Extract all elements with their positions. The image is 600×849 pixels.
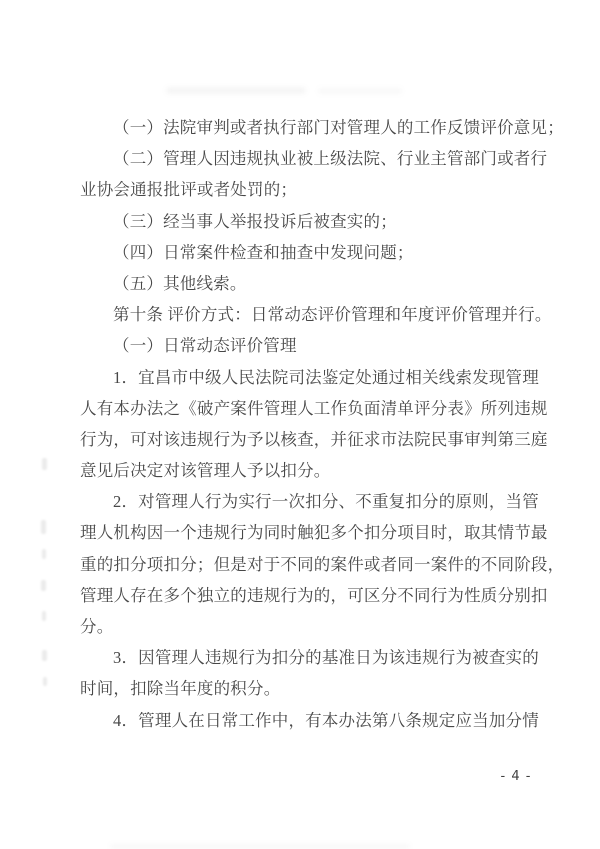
document-line: 重的扣分项扣分；但是对于不同的案件或者同一案件的不同阶段，: [80, 554, 565, 574]
page-number: - 4 -: [500, 769, 532, 784]
scan-speck: [42, 549, 46, 559]
document-line: 管理人存在多个独立的违规行为的，可区分不同行为性质分别扣: [80, 585, 548, 605]
document-line: 意见后决定对该管理人予以扣分。: [80, 461, 331, 481]
document-line: 1．宜昌市中级人民法院司法鉴定处通过相关线索发现管理: [113, 367, 539, 387]
document-line: （三）经当事人举报投诉后被查实的；: [113, 211, 397, 231]
document-line: 4．管理人在日常工作中，有本办法第八条规定应当加分情: [113, 710, 539, 730]
scan-speck: [42, 650, 47, 661]
scan-speck: [41, 580, 46, 591]
scan-speck: [42, 611, 46, 621]
scan-smudge: [110, 844, 410, 849]
scan-speck: [43, 677, 47, 686]
document-line: 业协会通报批评或者处罚的；: [80, 180, 298, 200]
document-line: （五）其他线索。: [113, 273, 247, 293]
document-line: 理人机构因一个违规行为同时触犯多个扣分项目时，取其情节最: [80, 523, 548, 543]
document-line: 3．因管理人违规行为扣分的基准日为该违规行为被查实的: [113, 648, 539, 668]
document-line: 行为，可对该违规行为予以核查，并征求市法院民事审判第三庭: [80, 429, 548, 449]
document-body: [80, 112, 565, 736]
scan-speck: [41, 520, 46, 534]
scan-speck: [42, 458, 47, 470]
document-line: 人有本办法之《破产案件管理人工作负面清单评分表》所列违规: [80, 398, 548, 418]
scan-smudge: [166, 87, 306, 94]
document-line: 分。: [80, 617, 114, 636]
document-line: （二）管理人因违规执业被上级法院、行业主管部门或者行: [113, 149, 548, 169]
document-line: （一）日常动态评价管理: [113, 336, 297, 356]
document-line: （四）日常案件检查和抽查中发现问题；: [113, 242, 414, 262]
document-line: 时间，扣除当年度的积分。: [80, 679, 281, 699]
document-line: 2．对管理人行为实行一次扣分、不重复扣分的原则，当管: [113, 492, 539, 512]
document-line: 第十条 评价方式：日常动态评价管理和年度评价管理并行。: [113, 305, 552, 325]
scan-smudge: [318, 88, 402, 94]
document-line: （一）法院审判或者执行部门对管理人的工作反馈评价意见；: [113, 118, 564, 137]
